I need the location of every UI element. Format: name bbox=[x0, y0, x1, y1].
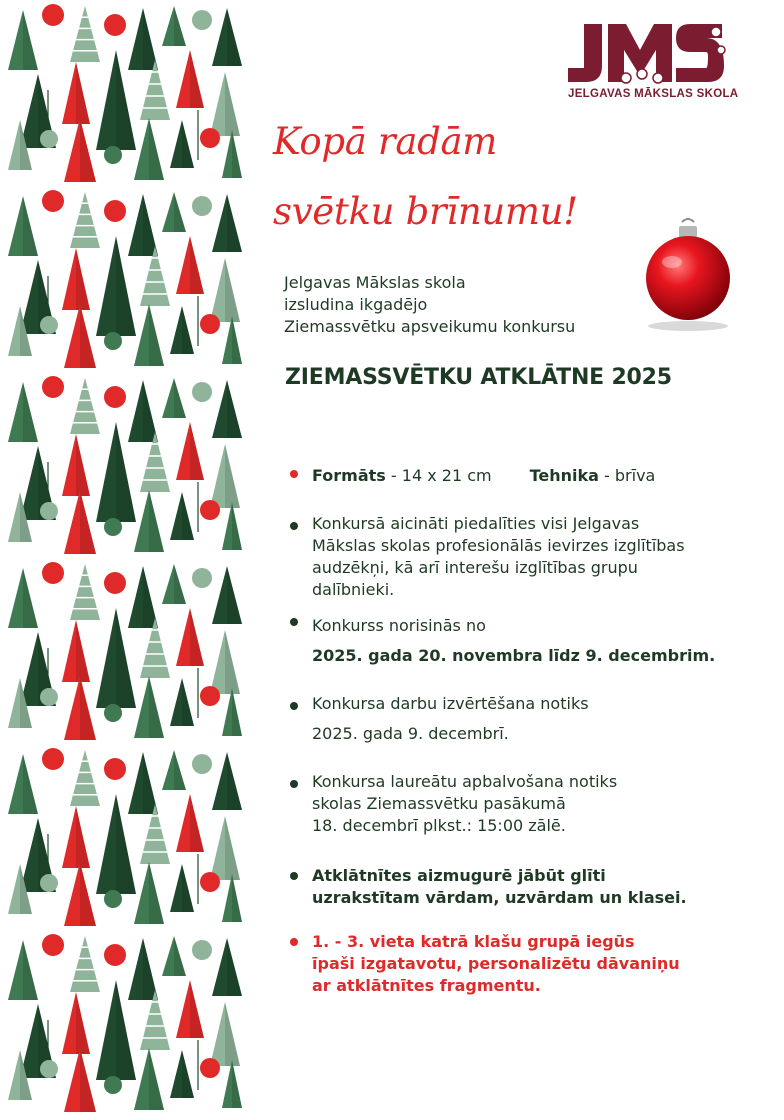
pattern-tree-shade bbox=[182, 120, 194, 168]
back-note-line: uzrakstītam vārdam, uzvārdam un klasei. bbox=[312, 888, 687, 907]
pattern-tree-shade bbox=[227, 752, 242, 810]
pattern-striped-tree bbox=[70, 750, 100, 806]
headline-line-1: Kopā radām bbox=[273, 120, 498, 163]
pattern-tree-shade bbox=[227, 380, 242, 438]
pattern-circle bbox=[40, 130, 58, 148]
pattern-striped-tree bbox=[70, 564, 100, 620]
pattern-tree-shade bbox=[80, 1048, 96, 1112]
evaluation-line: Konkursa darbu izvērtēšana notiks bbox=[312, 694, 589, 713]
pattern-tree-shade bbox=[227, 566, 242, 624]
pattern-tree-shade bbox=[174, 378, 186, 418]
pattern-tree-shade bbox=[76, 620, 90, 682]
pattern-tree-shade bbox=[225, 1002, 240, 1066]
pattern-tree-shade bbox=[232, 1060, 242, 1108]
pattern-tree-shade bbox=[23, 10, 38, 70]
award-line: skolas Ziemassvētku pasākumā bbox=[312, 794, 566, 813]
school-name-caption: JELGAVAS MĀKSLAS SKOLA bbox=[568, 88, 739, 100]
pattern-tree-shade bbox=[182, 678, 194, 726]
pattern-circle bbox=[40, 316, 58, 334]
pattern-circle bbox=[104, 944, 126, 966]
pattern-tree-shade bbox=[232, 874, 242, 922]
pattern-tree-shade bbox=[149, 118, 164, 180]
bullet-dot-icon bbox=[290, 702, 298, 710]
pattern-circle bbox=[192, 754, 212, 774]
pattern-circle bbox=[104, 14, 126, 36]
pattern-tree-shade bbox=[174, 936, 186, 976]
pattern-circle bbox=[104, 572, 126, 594]
participants-line: audzēkņi, kā arī interešu izglītības grupu bbox=[312, 558, 638, 577]
pattern-tree-shade bbox=[174, 564, 186, 604]
pattern-tree-shade bbox=[190, 980, 204, 1038]
pattern-tree-shade bbox=[182, 1050, 194, 1098]
pattern-tree-shade bbox=[149, 676, 164, 738]
format-label: Formāts bbox=[312, 466, 386, 485]
pattern-circle bbox=[40, 1060, 58, 1078]
pattern-circle bbox=[192, 10, 212, 30]
pattern-circle bbox=[42, 748, 64, 770]
pattern-tree-shade bbox=[143, 194, 158, 256]
pattern-tree-shade bbox=[143, 566, 158, 628]
pattern-tree-shade bbox=[76, 434, 90, 496]
pattern-striped-tree bbox=[70, 192, 100, 248]
participants-line: Konkursā aicināti piedalīties visi Jelgavas bbox=[312, 514, 640, 533]
bullet-dot-icon bbox=[290, 780, 298, 788]
pattern-tree-shade bbox=[76, 248, 90, 310]
pattern-tree-shade bbox=[23, 196, 38, 256]
pattern-tree-shade bbox=[182, 492, 194, 540]
back-note-line: Atklātnītes aizmugurē jābūt glīti bbox=[312, 866, 606, 885]
pattern-circle bbox=[200, 872, 220, 892]
pattern-circle bbox=[42, 190, 64, 212]
pattern-tree-shade bbox=[225, 72, 240, 136]
pattern-striped-tree bbox=[70, 378, 100, 434]
pattern-tree-shade bbox=[143, 8, 158, 70]
pattern-circle bbox=[40, 688, 58, 706]
pattern-circle bbox=[104, 200, 126, 222]
pattern-tree-shade bbox=[182, 864, 194, 912]
pattern-tree-shade bbox=[143, 752, 158, 814]
pattern-tree-shade bbox=[23, 568, 38, 628]
pattern-tree-shade bbox=[80, 676, 96, 740]
pattern-tree-shade bbox=[80, 304, 96, 368]
period-dates: 2025. gada 20. novembra līdz 9. decembrim. bbox=[312, 646, 716, 665]
bullet-dot-icon bbox=[290, 938, 298, 946]
pattern-tree-shade bbox=[232, 316, 242, 364]
pattern-tree-shade bbox=[227, 194, 242, 252]
award-line: Konkursa laureātu apbalvošana notiks bbox=[312, 772, 618, 791]
intro-line: izsludina ikgadējo bbox=[284, 295, 428, 314]
pattern-tree-shade bbox=[190, 422, 204, 480]
pattern-circle bbox=[40, 874, 58, 892]
pattern-circle bbox=[192, 940, 212, 960]
pattern-tree-shade bbox=[143, 380, 158, 442]
headline-line-2: svētku brīnumu! bbox=[273, 190, 578, 233]
pattern-tree-shade bbox=[232, 688, 242, 736]
award-line: 18. decembrī plkst.: 15:00 zālē. bbox=[312, 816, 566, 835]
pattern-tree-shade bbox=[190, 794, 204, 852]
pattern-circle bbox=[192, 382, 212, 402]
pattern-tree-shade bbox=[174, 750, 186, 790]
technique-value: - brīva bbox=[598, 466, 656, 485]
intro-line: Ziemassvētku apsveikumu konkursu bbox=[284, 317, 576, 336]
pattern-tree-shade bbox=[190, 50, 204, 108]
pattern-circle bbox=[200, 500, 220, 520]
pattern-circle bbox=[200, 686, 220, 706]
pattern-tree-shade bbox=[76, 62, 90, 124]
pattern-circle bbox=[192, 568, 212, 588]
pattern-circle bbox=[200, 128, 220, 148]
prize-line: ar atklātnītes fragmentu. bbox=[312, 976, 541, 995]
pattern-circle bbox=[40, 502, 58, 520]
participants-line: dalībnieki. bbox=[312, 580, 395, 599]
pattern-tree-shade bbox=[23, 382, 38, 442]
pattern-tree-shade bbox=[225, 258, 240, 322]
pattern-circle bbox=[42, 376, 64, 398]
pattern-circle bbox=[192, 196, 212, 216]
pattern-tree-shade bbox=[23, 940, 38, 1000]
pattern-circle bbox=[104, 890, 122, 908]
intro-line: Jelgavas Mākslas skola bbox=[284, 273, 466, 292]
pattern-tree-shade bbox=[225, 630, 240, 694]
pattern-circle bbox=[104, 704, 122, 722]
pattern-circle bbox=[200, 314, 220, 334]
pattern-tree-shade bbox=[149, 304, 164, 366]
pattern-striped-tree bbox=[70, 6, 100, 62]
pattern-tree-shade bbox=[149, 490, 164, 552]
pattern-tree-shade bbox=[190, 236, 204, 294]
period-line: Konkurss norisinās no bbox=[312, 616, 486, 635]
pattern-tree-shade bbox=[80, 118, 96, 182]
pattern-tree-shade bbox=[76, 992, 90, 1054]
pattern-circle bbox=[200, 1058, 220, 1078]
pattern-tree-shade bbox=[80, 490, 96, 554]
pattern-striped-tree bbox=[70, 936, 100, 992]
bullet-dot-icon bbox=[290, 618, 298, 626]
prize-line: īpaši izgatavotu, personalizētu dāvaniņu bbox=[312, 954, 680, 973]
pattern-tree-shade bbox=[227, 8, 242, 66]
pattern-circle bbox=[42, 562, 64, 584]
pattern-circle bbox=[104, 386, 126, 408]
contest-title: ZIEMASSVĒTKU ATKLĀTNE 2025 bbox=[285, 365, 672, 390]
prize-line: 1. - 3. vieta katrā klašu grupā iegūs bbox=[312, 932, 635, 951]
pattern-tree-shade bbox=[80, 862, 96, 926]
pattern-tree-shade bbox=[174, 6, 186, 46]
pattern-circle bbox=[104, 518, 122, 536]
pattern-tree-shade bbox=[225, 816, 240, 880]
bullet-dot-icon bbox=[290, 470, 298, 478]
pattern-tree-shade bbox=[190, 608, 204, 666]
evaluation-date: 2025. gada 9. decembrī. bbox=[312, 724, 509, 743]
christmas-bauble-icon bbox=[632, 216, 736, 334]
pattern-tree-shade bbox=[143, 938, 158, 1000]
pattern-circle bbox=[104, 146, 122, 164]
pattern-tree-shade bbox=[182, 306, 194, 354]
bullet-dot-icon bbox=[290, 872, 298, 880]
pattern-circle bbox=[42, 4, 64, 26]
pattern-tree-shade bbox=[225, 444, 240, 508]
christmas-tree-pattern bbox=[0, 0, 250, 1120]
pattern-tree-shade bbox=[76, 806, 90, 868]
pattern-tree-shade bbox=[174, 192, 186, 232]
pattern-circle bbox=[104, 758, 126, 780]
format-value: - 14 x 21 cm bbox=[385, 466, 492, 485]
participants-line: Mākslas skolas profesionālās ievirzes izglītības bbox=[312, 536, 685, 555]
pattern-circle bbox=[104, 1076, 122, 1094]
pattern-tree-shade bbox=[232, 502, 242, 550]
bullet-dot-icon bbox=[290, 522, 298, 530]
pattern-tree-shade bbox=[149, 1048, 164, 1110]
pattern-tree-shade bbox=[232, 130, 242, 178]
pattern-circle bbox=[42, 934, 64, 956]
pattern-tree-shade bbox=[149, 862, 164, 924]
pattern-tree-shade bbox=[227, 938, 242, 996]
pattern-circle bbox=[104, 332, 122, 350]
intro-text bbox=[284, 272, 575, 338]
pattern-tree-shade bbox=[23, 754, 38, 814]
technique-label: Tehnika bbox=[529, 466, 599, 485]
